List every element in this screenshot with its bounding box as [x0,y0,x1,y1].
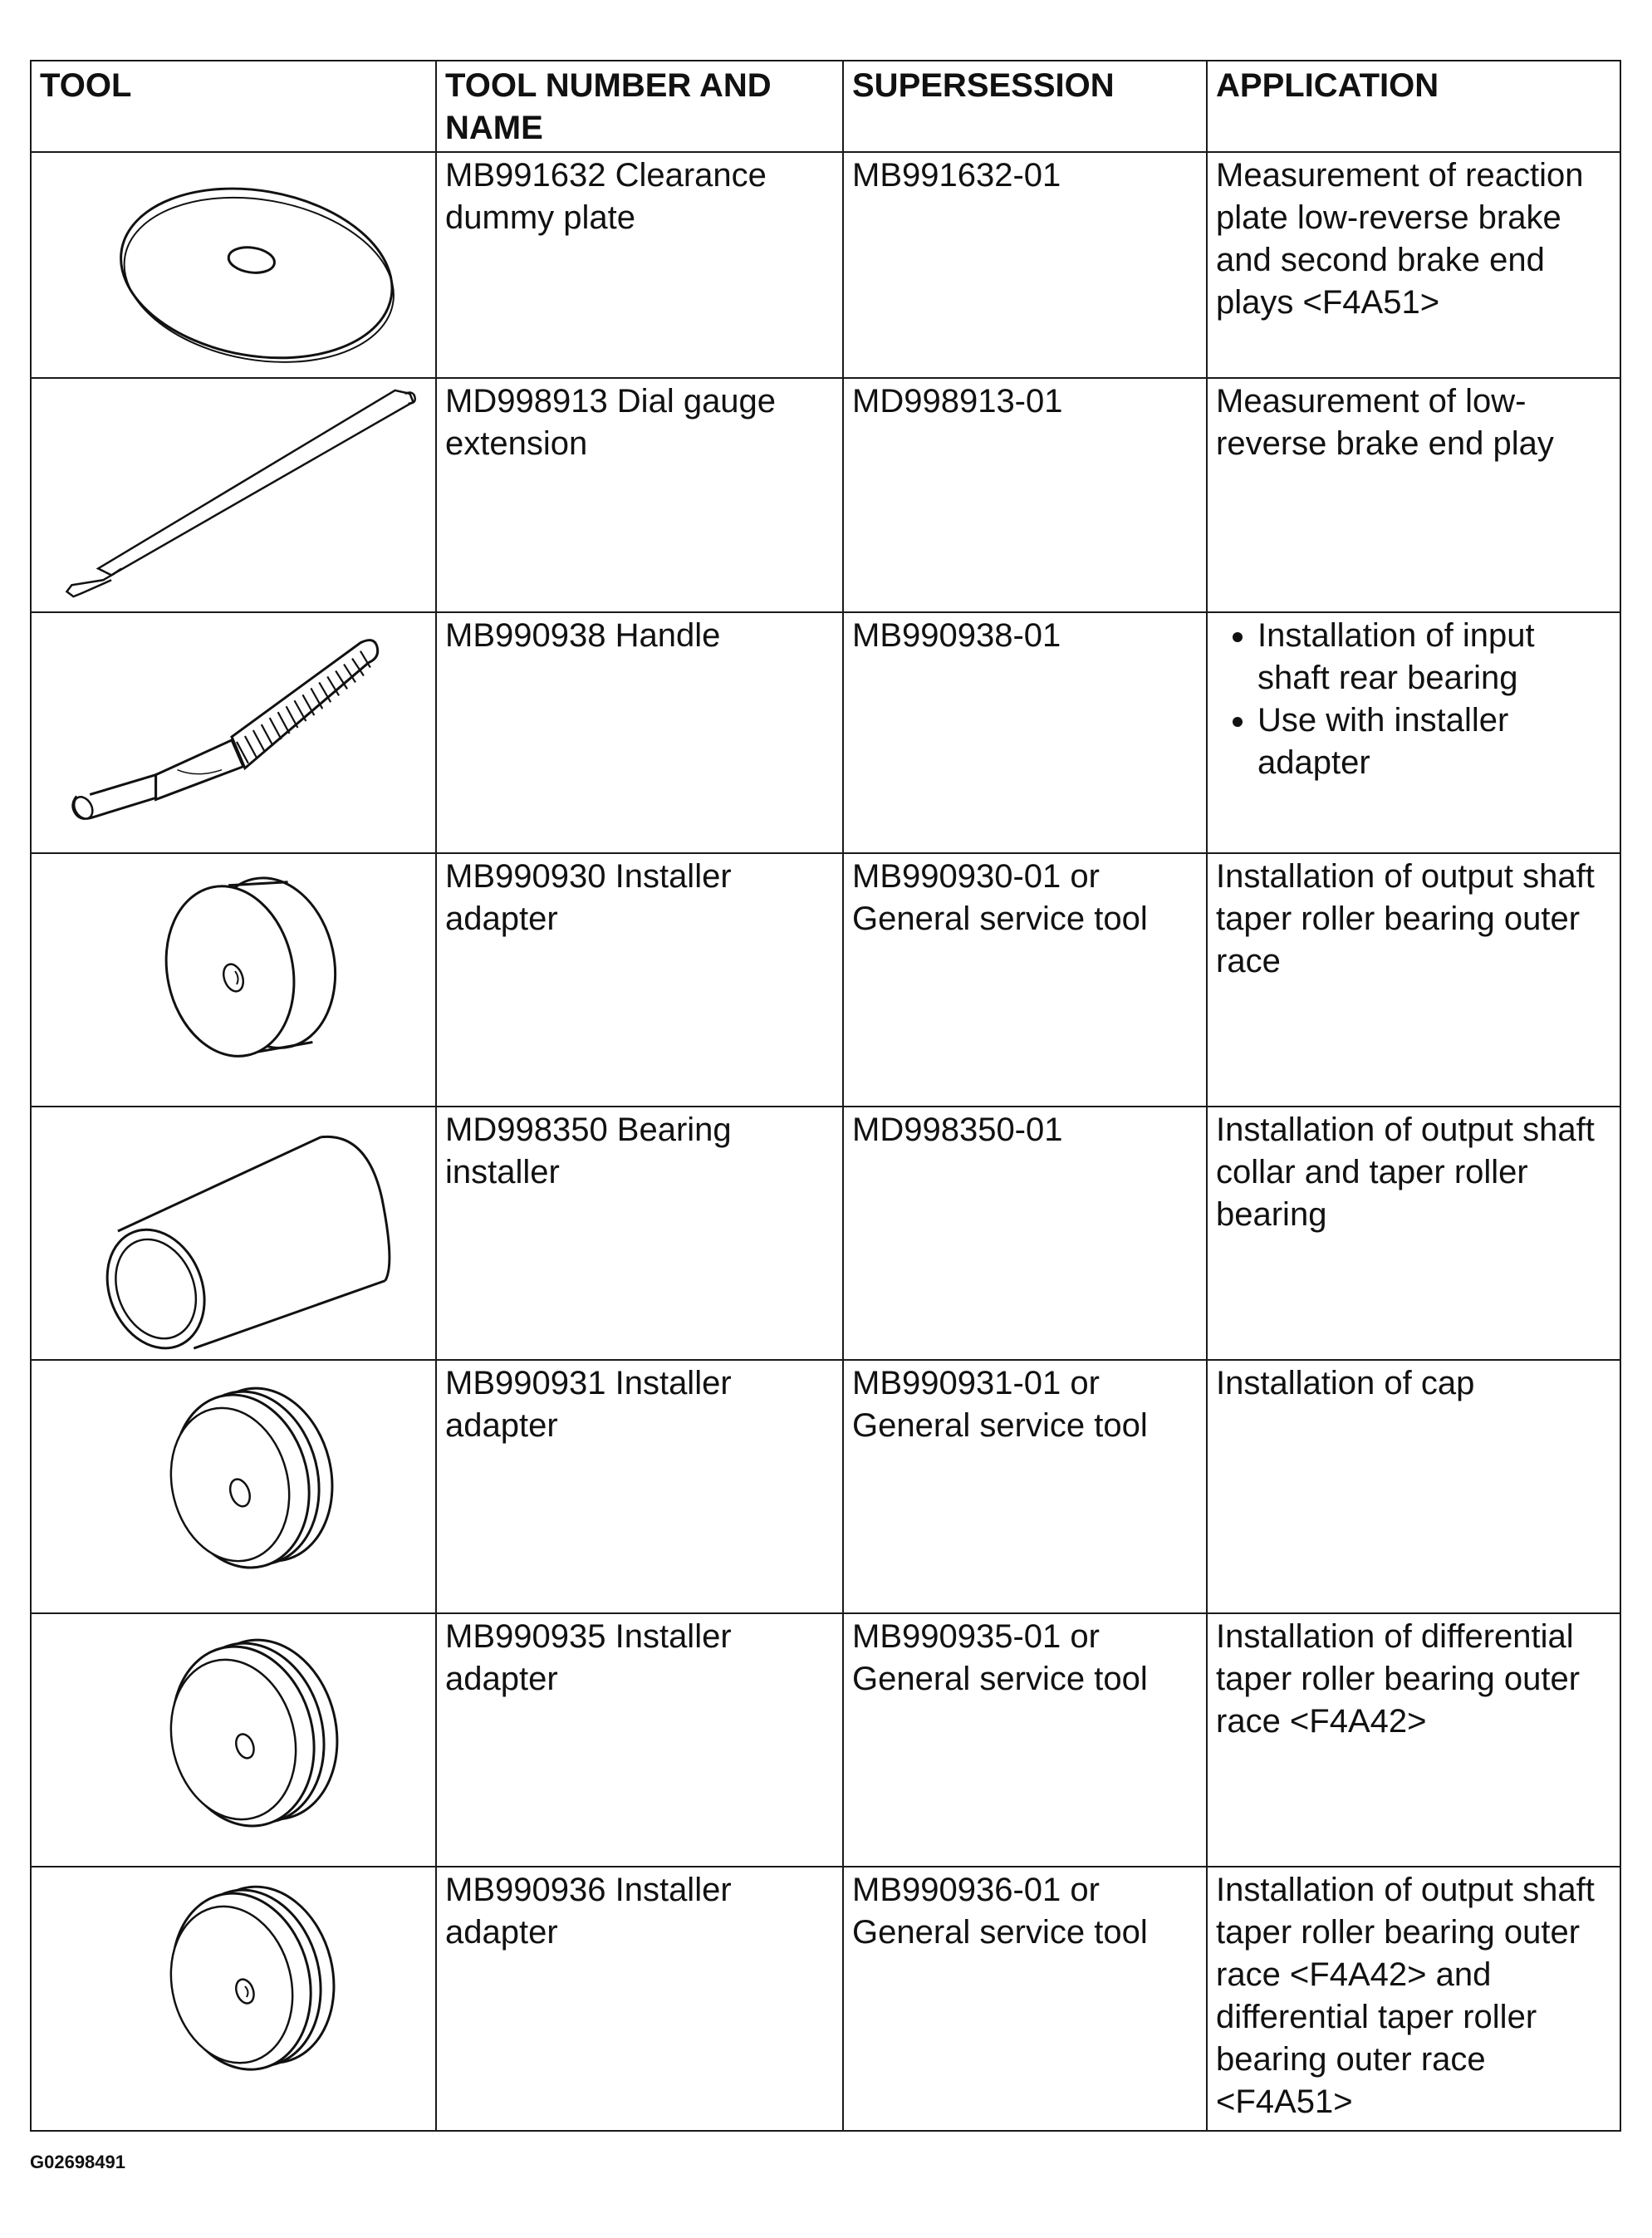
handle-icon [32,613,435,852]
table-row [31,1867,1620,2131]
header-tool-number-and-name: TOOL NUMBER AND NAME [436,61,843,152]
figure-code: G02698491 [30,2152,125,2172]
tool-illustration-cell [31,152,436,378]
header-tool: TOOL [31,61,436,152]
tool-illustration-cell [31,1613,436,1867]
application-list [1216,615,1611,784]
tool-illustration-cell [31,1360,436,1613]
list-item: • Use with installer adapter [1257,699,1611,784]
supersession: MD998350-01 [843,1107,1207,1360]
stepped-installer-adapter-icon [32,1867,435,2130]
supersession: MB990930-01 or General service tool [843,853,1207,1107]
tool-number-and-name: MB990938 Handle [436,612,843,853]
table-row [31,1613,1620,1867]
stepped-installer-adapter-icon [32,1361,435,1612]
application: Installation of output shaft collar and taper roller bearing [1207,1107,1620,1360]
table-header-row [31,61,1620,152]
table-row [31,152,1620,378]
tool-illustration-cell [31,378,436,612]
list-item: • Installation of input shaft rear bearing [1257,615,1611,699]
tool-illustration-cell [31,1107,436,1360]
supersession: MB990938-01 [843,612,1207,853]
tool-number-and-name: MB990935 Installer adapter [436,1613,843,1867]
header-supersession: SUPERSESSION [843,61,1207,152]
application-list-cell [1207,612,1620,853]
bearing-installer-icon [32,1107,435,1359]
table-row [31,378,1620,612]
application: Measurement of reaction plate low-reverse brake and second brake end plays <F4A51> [1207,152,1620,378]
supersession: MB990935-01 or General service tool [843,1613,1207,1867]
application: Installation of output shaft taper roller bearing outer race [1207,853,1620,1107]
application: Installation of cap [1207,1360,1620,1613]
tool-number-and-name: MB990930 Installer adapter [436,853,843,1107]
table-row [31,1360,1620,1613]
tool-number-and-name: MB990931 Installer adapter [436,1360,843,1613]
stepped-installer-adapter-icon [32,1614,435,1866]
tool-illustration-cell [31,1867,436,2131]
application: Installation of differential taper roller bearing outer race <F4A42> [1207,1613,1620,1867]
header-application: APPLICATION [1207,61,1620,152]
supersession: MB990936-01 or General service tool [843,1867,1207,2131]
table-row [31,853,1620,1107]
tool-number-and-name: MD998913 Dial gauge extension [436,378,843,612]
tool-illustration-cell [31,612,436,853]
supersession: MB990931-01 or General service tool [843,1360,1207,1613]
tool-illustration-cell [31,853,436,1107]
tool-number-and-name: MB991632 Clearance dummy plate [436,152,843,378]
application: Installation of output shaft taper roller bearing outer race <F4A42> and differential taper roller bearing outer race <F4A51> [1207,1867,1620,2131]
dial-gauge-extension-icon [32,379,435,611]
table-row [31,612,1620,853]
supersession: MD998913-01 [843,378,1207,612]
clearance-dummy-plate-icon [32,153,435,377]
tool-number-and-name: MB990936 Installer adapter [436,1867,843,2131]
tool-number-and-name: MD998350 Bearing installer [436,1107,843,1360]
special-tools-table [30,60,1621,2132]
supersession: MB991632-01 [843,152,1207,378]
installer-adapter-icon [32,854,435,1106]
application: Measurement of low-reverse brake end play [1207,378,1620,612]
table-row [31,1107,1620,1360]
